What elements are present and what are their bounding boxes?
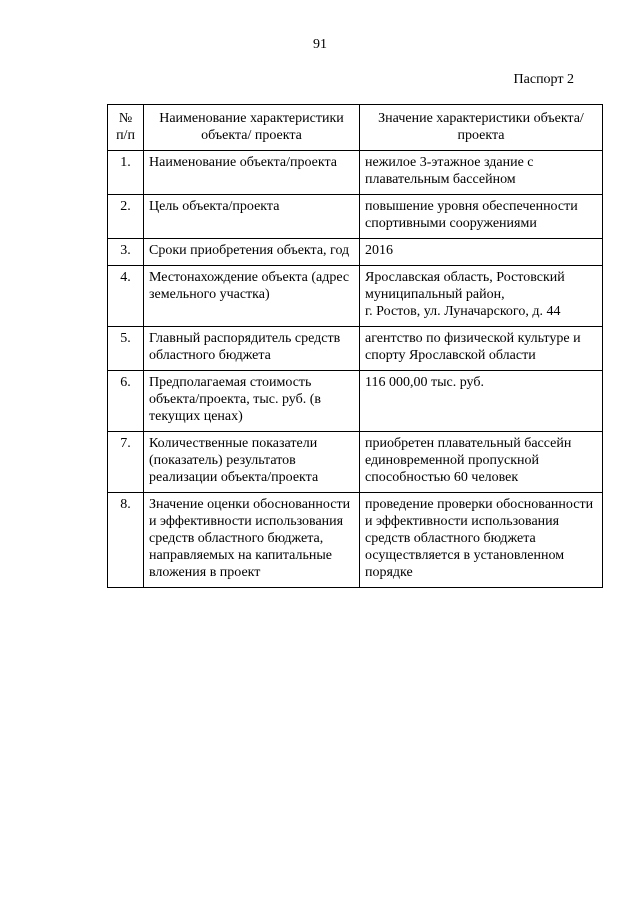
row-value: 116 000,00 тыс. руб.: [360, 371, 603, 432]
row-value: агентство по физической культуре и спорту Ярославской области: [360, 327, 603, 371]
row-name: Главный распорядитель средств областного бюджета: [144, 327, 360, 371]
row-value: Ярославская область, Ростовский муниципальный район, г. Ростов, ул. Луначарского, д. 44: [360, 266, 603, 327]
table-header-row: [108, 105, 603, 151]
row-value: приобретен плавательный бассейн единовременной пропускной способностью 60 человек: [360, 432, 603, 493]
row-name: Предполагаемая стоимость объекта/проекта, тыс. руб. (в текущих ценах): [144, 371, 360, 432]
table-row: [108, 266, 603, 327]
row-number: 3.: [108, 239, 144, 266]
row-number: 4.: [108, 266, 144, 327]
table-row: [108, 371, 603, 432]
header-name: Наименование характеристики объекта/ проекта: [144, 105, 360, 151]
header-num: № п/п: [108, 105, 144, 151]
passport-label: Паспорт 2: [513, 72, 574, 87]
table-row: [108, 327, 603, 371]
row-number: 7.: [108, 432, 144, 493]
row-value: 2016: [360, 239, 603, 266]
header-value: Значение характеристики объекта/ проекта: [360, 105, 603, 151]
row-value: нежилое 3-этажное здание с плавательным бассейном: [360, 151, 603, 195]
row-number: 2.: [108, 195, 144, 239]
row-name: Цель объекта/проекта: [144, 195, 360, 239]
table-row: [108, 195, 603, 239]
row-number: 6.: [108, 371, 144, 432]
page-number: 91: [313, 37, 327, 52]
row-name: Сроки приобретения объекта, год: [144, 239, 360, 266]
table-row: [108, 239, 603, 266]
row-name: Количественные показатели (показатель) результатов реализации объекта/проекта: [144, 432, 360, 493]
row-number: 8.: [108, 493, 144, 588]
table-row: [108, 493, 603, 588]
row-name: Местонахождение объекта (адрес земельного участка): [144, 266, 360, 327]
passport-table: [107, 104, 603, 588]
row-number: 1.: [108, 151, 144, 195]
row-value: повышение уровня обеспеченности спортивными сооружениями: [360, 195, 603, 239]
row-name: Наименование объекта/проекта: [144, 151, 360, 195]
table-row: [108, 151, 603, 195]
row-value: проведение проверки обоснованности и эффективности использования средств областного бюджета осуществляется в установленном порядке: [360, 493, 603, 588]
row-name: Значение оценки обоснованности и эффективности использования средств областного бюджета, направляемых на капитальные вложения в проект: [144, 493, 360, 588]
row-number: 5.: [108, 327, 144, 371]
table-row: [108, 432, 603, 493]
